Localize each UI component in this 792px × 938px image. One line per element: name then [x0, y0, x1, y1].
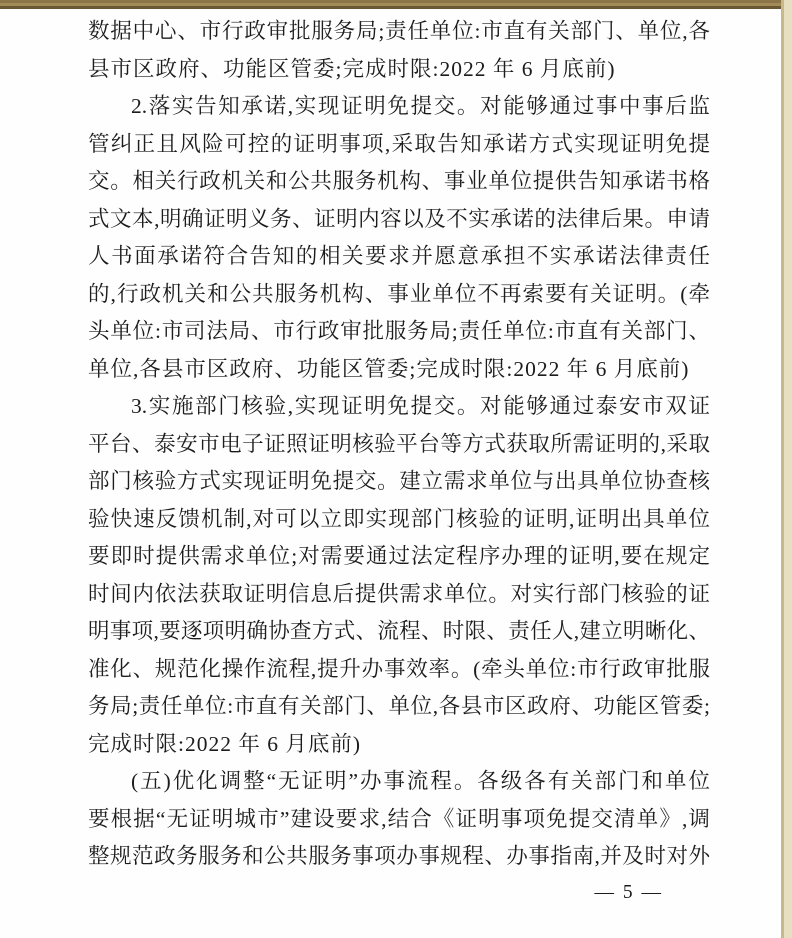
text-line: 的,行政机关和公共服务机构、事业单位不再索要有关证明。(牵 [88, 281, 710, 306]
text-line: 整规范政务服务和公共服务事项办事规程、办事指南,并及时对外 [88, 844, 710, 868]
text-line: 式文本,明确证明义务、证明内容以及不实承诺的法律后果。申请 [88, 206, 710, 231]
text-line: 单位,各县市区政府、功能区管委;完成时限:2022 年 6 月底前) [88, 356, 690, 381]
scan-edge-top [0, 0, 792, 10]
text-line: 部门核验方式实现证明免提交。建立需求单位与出具单位协查核 [88, 469, 710, 493]
text-line: (五)优化调整“无证明”办事流程。各级各有关部门和单位 [131, 769, 710, 793]
page-number: — 5 — [594, 882, 663, 903]
text-line: 要即时提供需求单位;对需要通过法定程序办理的证明,要在规定 [88, 544, 710, 568]
scan-edge-right [781, 0, 792, 938]
text-line: 验快速反馈机制,对可以立即实现部门核验的证明,证明出具单位 [88, 506, 710, 531]
text-line: 2.落实告知承诺,实现证明免提交。对能够通过事中事后监 [131, 94, 710, 118]
text-line: 3.实施部门核验,实现证明免提交。对能够通过泰安市双证 [131, 394, 710, 418]
text-line: 明事项,要逐项明确协查方式、流程、时限、责任人,建立明晰化、 [88, 619, 710, 643]
text-line: 数据中心、市行政审批服务局;责任单位:市直有关部门、单位,各 [88, 19, 710, 43]
text-line: 要根据“无证明城市”建设要求,结合《证明事项免提交清单》,调 [88, 806, 710, 831]
text-line: 平台、泰安市电子证照证明核验平台等方式获取所需证明的,采取 [88, 431, 710, 456]
text-line: 时间内依法获取证明信息后提供需求单位。对实行部门核验的证 [88, 581, 710, 606]
text-line: 人书面承诺符合告知的相关要求并愿意承担不实承诺法律责任 [88, 244, 710, 268]
text-line: 准化、规范化操作流程,提升办事效率。(牵头单位:市行政审批服 [88, 656, 710, 681]
text-line: 县市区政府、功能区管委;完成时限:2022 年 6 月底前) [88, 56, 616, 81]
text-line: 交。相关行政机关和公共服务机构、事业单位提供告知承诺书格 [88, 169, 710, 193]
document-body [88, 13, 710, 876]
text-line: 务局;责任单位:市直有关部门、单位,各县市区政府、功能区管委; [88, 694, 710, 718]
text-line: 完成时限:2022 年 6 月底前) [88, 731, 362, 756]
text-line: 管纠正且风险可控的证明事项,采取告知承诺方式实现证明免提 [88, 131, 710, 156]
text-line: 头单位:市司法局、市行政审批服务局;责任单位:市直有关部门、 [88, 319, 710, 343]
